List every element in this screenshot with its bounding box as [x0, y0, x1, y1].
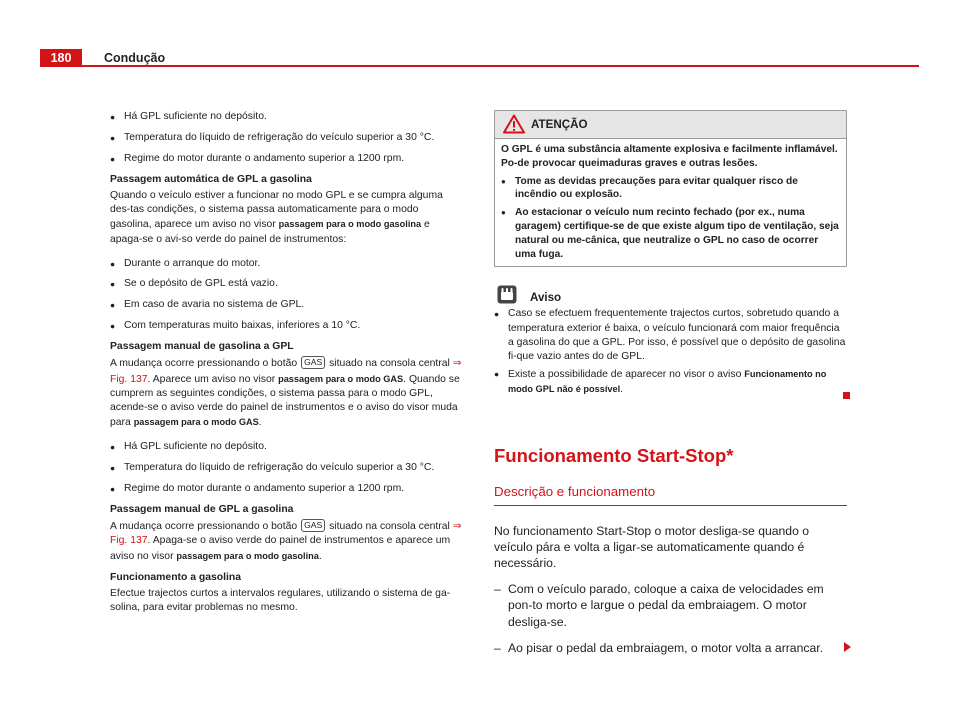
manual-gas-heading: Passagem manual de gasolina a GPL — [110, 341, 294, 353]
step-item: – Ao pisar o pedal da embraiagem, o motor volta a arrancar. — [494, 640, 847, 656]
page-header — [40, 49, 960, 67]
display-message: passagem para o modo gasolina — [176, 550, 319, 561]
page-number: 180 — [40, 49, 82, 67]
warning-body — [495, 139, 846, 266]
warning-header — [495, 111, 846, 139]
note-icon — [497, 285, 517, 304]
right-column — [494, 110, 847, 656]
start-stop-title: Funcionamento Start-Stop* — [494, 444, 734, 466]
start-stop-intro: No funcionamento Start-Stop o motor desliga-se quando o veículo pára e volta a ligar-se automaticamente quando é necessário. — [494, 523, 810, 570]
auto-switch-paragraph: Quando o veículo estiver a funcionar no modo GPL e se cumpra alguma des-tas condições, o sistema passa automaticamente para o modo gasolina, aparece um aviso no visor passagem para o modo gasolina e apaga-se o avi-so verde do painel de instrumentos: — [110, 189, 443, 245]
note-item: ● Existe a possibilidade de aparecer no visor o aviso Funcionamento no modo GPL não é possível. — [494, 367, 847, 398]
list-item: ● Temperatura do líquido de refrigeração do veículo superior a 30 °C. — [110, 131, 462, 145]
manual-gas-paragraph: A mudança ocorre pressionando o botão GAS situado na consola central ⇒ Fig. 137. Aparece um aviso no visor passagem para o modo GAS. Quando se cumprem as seguintes condições, o sistema passa para o modo GPL, acende-se o aviso verde do painel de instrumentos e o aviso do visor muda para passagem para o modo GAS. — [110, 357, 462, 429]
list-item: ● Há GPL suficiente no depósito. — [110, 440, 462, 454]
list-item: ● Temperatura do líquido de refrigeração do veículo superior a 30 °C. — [110, 461, 462, 475]
warning-title: ATENÇÃO — [531, 118, 588, 131]
warning-box — [494, 110, 847, 267]
display-message: Funcionamento no modo GPL não é possível — [508, 368, 827, 395]
list-item: ● Durante o arranque do motor. — [110, 257, 462, 271]
warning-item: ● Tome as devidas precauções para evitar qualquer risco de incêndio ou explosão. — [501, 175, 840, 203]
warning-item: ● Ao estacionar o veículo num recinto fechado (por ex., numa garagem) certifique-se de que existe algum tipo de ventilação, seja natural ou me-cânica, que neutralize o GPL no caso de ocorrer uma fuga. — [501, 206, 840, 261]
gas-button-label: GAS — [301, 356, 325, 369]
header-rule — [40, 65, 919, 67]
petrol-paragraph: Efectue trajectos curtos a intervalos regulares, utilizando o sistema de ga-solina, para evitar problemas no mesmo. — [110, 587, 451, 613]
display-message: passagem para o modo GAS — [278, 373, 404, 384]
petrol-heading: Funcionamento a gasolina — [110, 571, 242, 583]
list-item: ● Com temperaturas muito baixas, inferiores a 10 °C. — [110, 319, 462, 333]
auto-switch-heading: Passagem automática de GPL a gasolina — [110, 173, 312, 185]
left-column — [110, 110, 462, 622]
note-item: ● Caso se efectuem frequentemente trajectos curtos, sobretudo quando a temperatura exterior é baixa, o veículo funcionará com maior frequência a gasolina do que a GPL. Por isso, é possível que o depósito de gasolina fi-que vazio antes do de GPL. — [494, 307, 847, 364]
note-header — [494, 283, 847, 307]
list-item: ● Em caso de avaria no sistema de GPL. — [110, 298, 462, 312]
display-message: passagem para o modo GAS — [133, 417, 259, 428]
gas-button-label: GAS — [301, 519, 325, 532]
list-item: ● Regime do motor durante o andamento superior a 1200 rpm. — [110, 152, 462, 166]
display-message: passagem para o modo gasolina — [278, 219, 422, 230]
continue-arrow-icon — [844, 642, 851, 652]
list-item: ● Se o depósito de GPL está vazio. — [110, 277, 462, 291]
step-item: – Com o veículo parado, coloque a caixa de velocidades em pon-to morto e largue o pedal da embraiagem. O motor desliga-se. — [494, 581, 847, 630]
figure-link[interactable]: ⇒ Fig. 137 — [110, 358, 462, 385]
warning-triangle-icon — [503, 114, 525, 134]
figure-link[interactable]: ⇒ Fig. 137 — [110, 521, 462, 547]
list-item: ● Há GPL suficiente no depósito. — [110, 110, 462, 124]
start-stop-subtitle: Descrição e funcionamento — [494, 484, 847, 506]
section-title: Condução — [104, 51, 166, 65]
list-item: ● Regime do motor durante o andamento superior a 1200 rpm. — [110, 482, 462, 496]
warning-intro: O GPL é uma substância altamente explosiva e facilmente inflamável. Po-de provocar queimaduras graves e outras lesões. — [501, 144, 838, 169]
manual-gpl-paragraph: A mudança ocorre pressionando o botão GAS situado na consola central ⇒ Fig. 137. Apaga-se o aviso verde do painel de instrumentos e aparece um aviso no visor passagem para o modo gasolina. — [110, 520, 462, 562]
note-title: Aviso — [530, 291, 562, 305]
manual-gpl-heading: Passagem manual de GPL a gasolina — [110, 503, 294, 515]
